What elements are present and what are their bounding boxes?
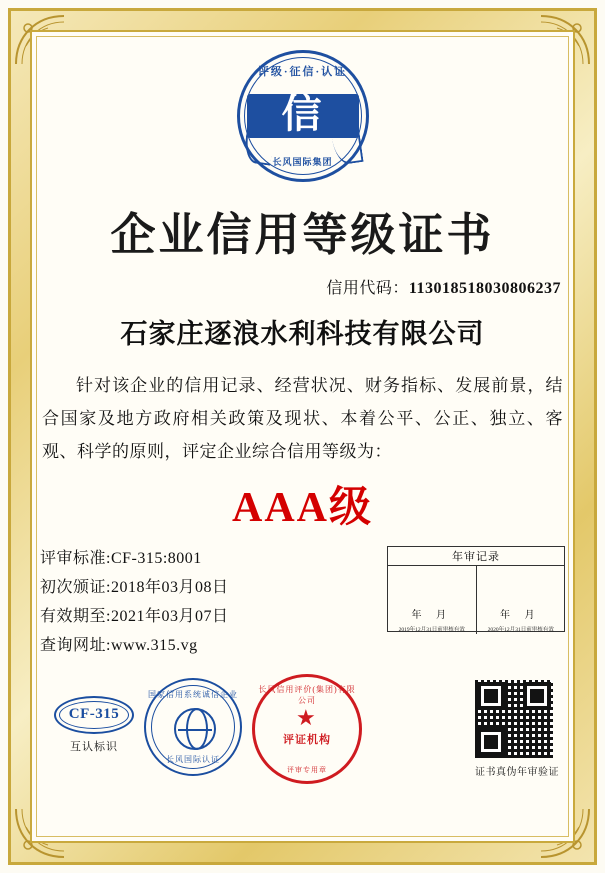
- blue-seal: [144, 678, 242, 776]
- qr-finder-top-left: [477, 682, 505, 710]
- certificate-content: [40, 42, 565, 831]
- organization-emblem-icon: [237, 50, 369, 182]
- details-and-review-row: [40, 544, 565, 660]
- credit-code-label: 信用代码：: [326, 280, 409, 297]
- star-icon: ★: [296, 705, 316, 730]
- page-title: 企业信用等级证书: [110, 210, 495, 260]
- qr-finder-bottom-left: [477, 728, 505, 756]
- annual-review-year-month: 年 月: [411, 610, 452, 621]
- annual-review-title: 年审记录: [388, 547, 564, 566]
- qr-code-icon[interactable]: [475, 680, 553, 758]
- emblem-center-character: 信: [281, 91, 324, 136]
- annual-review-box: [387, 546, 565, 632]
- credit-grade: AAA级: [232, 485, 373, 531]
- seals-row: [40, 674, 565, 794]
- blue-seal-top-text: 国家信用系统诚信企业: [148, 690, 238, 699]
- emblem-bottom-text: 长风国际集团: [272, 157, 333, 167]
- red-seal-bottom-text: 评审专用章: [287, 766, 327, 774]
- detail-first-issue: 初次颁证:2018年03月08日: [40, 579, 229, 596]
- company-name: 石家庄逐浪水利科技有限公司: [120, 319, 485, 349]
- verification-qr[interactable]: [475, 680, 559, 778]
- qr-finder-top-right: [523, 682, 551, 710]
- certificate-details: [40, 544, 228, 660]
- cf315-caption: 互认标识: [70, 741, 118, 753]
- detail-valid-until: 有效期至:2021年03月07日: [40, 608, 229, 625]
- body-paragraph: 针对该企业的信用记录、经营状况、财务指标、发展前景，结合国家及地方政府相关政策及现状、本着公平、公正、独立、客观、科学的原则，评定企业综合信用等级为：: [42, 376, 563, 461]
- emblem-container: [40, 50, 565, 182]
- blue-seal-body: [144, 678, 242, 776]
- red-seal-mid-text: 评证机构: [283, 734, 331, 746]
- blue-seal-bottom-text: 长风国际认证: [166, 755, 220, 764]
- qr-caption: 证书真伪年审验证: [475, 767, 559, 778]
- detail-standard: 评审标准:CF-315:8001: [40, 550, 202, 567]
- cf315-mark: [54, 696, 134, 754]
- annual-review-cell: [476, 566, 565, 634]
- red-seal-top-text: 长风信用评价(集团)有限公司: [258, 685, 356, 705]
- emblem-top-text: 评级·征信·认证: [257, 66, 348, 78]
- red-seal: [252, 674, 362, 784]
- annual-review-note: 2019年12月31日前审核有效: [398, 627, 465, 633]
- cf315-oval-text: CF-315: [54, 696, 134, 734]
- globe-icon: [174, 708, 216, 750]
- credit-code-value: 113018518030806237: [408, 280, 561, 297]
- annual-review-year-month: 年 月: [500, 610, 541, 621]
- annual-review-cell: [388, 566, 476, 634]
- annual-review-note: 2020年12月31日前审核有效: [487, 627, 554, 633]
- detail-query-url: 查询网址:www.315.vg: [40, 637, 198, 654]
- annual-review-cells: [388, 566, 564, 634]
- red-seal-body: [252, 674, 362, 784]
- credit-code-line: [40, 275, 565, 298]
